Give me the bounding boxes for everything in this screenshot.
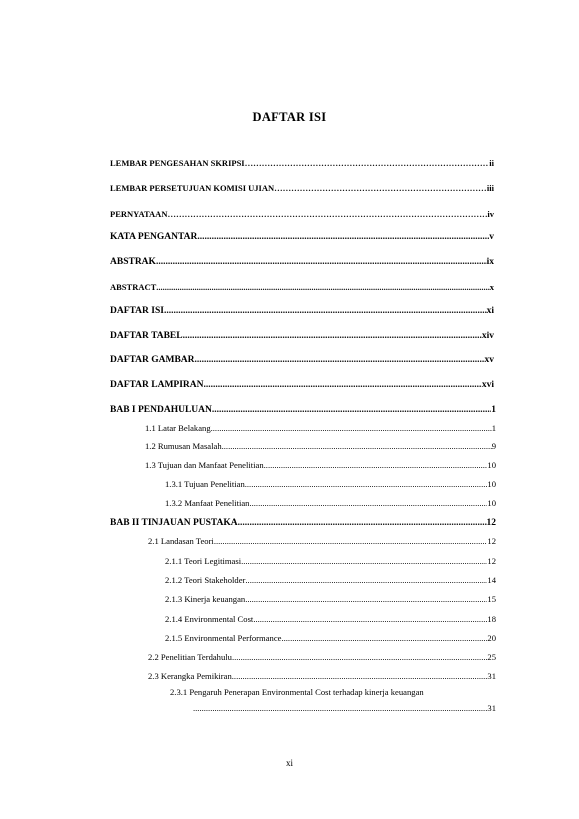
toc-entry-label: ABSTRACT bbox=[110, 282, 157, 292]
toc-entry-label: PERNYATAAN bbox=[110, 209, 168, 219]
toc-entry-label: LEMBAR PERSETUJUAN KOMISI UJIAN bbox=[110, 183, 275, 193]
toc-entry-label: DAFTAR LAMPIRAN bbox=[110, 380, 204, 390]
toc-section bbox=[145, 441, 496, 451]
toc-subsection bbox=[165, 575, 496, 585]
toc-section bbox=[145, 460, 496, 470]
toc-subsection bbox=[193, 703, 496, 713]
toc-entry-page: 12 bbox=[487, 556, 496, 566]
toc-entry-label: 1.3 Tujuan dan Manfaat Penelitian bbox=[145, 460, 264, 470]
toc-section bbox=[148, 536, 496, 546]
toc-entry-label: BAB I PENDAHULUAN bbox=[110, 405, 212, 415]
toc-entry-page: xv bbox=[484, 355, 494, 365]
toc-entry-label: 2.1 Landasan Teori bbox=[148, 536, 214, 546]
toc-entry-label: 2.1.2 Teori Stakeholder bbox=[165, 575, 246, 585]
toc-subsection-label: 2.3.1 Pengaruh Penerapan Environmental Cost terhadap kinerja keuangan bbox=[170, 687, 424, 697]
toc-subsection bbox=[165, 594, 496, 604]
toc-entry-label: DAFTAR TABEL bbox=[110, 331, 183, 341]
toc-section bbox=[148, 671, 496, 681]
toc-entry-page: 20 bbox=[487, 633, 496, 643]
toc-entry-label: DAFTAR ISI bbox=[110, 306, 164, 316]
toc-entry-page: 31 bbox=[487, 671, 496, 681]
toc-entry bbox=[110, 331, 494, 341]
toc-entry-page: 12 bbox=[487, 536, 496, 546]
toc-entry-label: 1.1 Latar Belakang bbox=[145, 423, 211, 433]
toc-entry bbox=[110, 158, 494, 168]
toc-subsection bbox=[165, 556, 496, 566]
toc-chapter bbox=[110, 405, 496, 415]
toc-entry-page: 10 bbox=[487, 479, 496, 489]
toc-entry-page: iv bbox=[487, 209, 494, 219]
toc-entry bbox=[110, 183, 494, 193]
toc-entry-label: 1.3.2 Manfaat Penelitian bbox=[165, 498, 250, 508]
toc-entry-page: xiv bbox=[481, 331, 494, 341]
toc-entry bbox=[110, 380, 494, 390]
toc-entry-label: BAB II TINJAUAN PUSTAKA bbox=[110, 518, 238, 528]
toc-entry-page: iii bbox=[486, 183, 494, 193]
toc-subsection bbox=[165, 633, 496, 643]
toc-entry bbox=[110, 282, 494, 292]
toc-entry-page: 1 bbox=[491, 405, 496, 415]
toc-entry-label: 2.1.5 Environmental Performance bbox=[165, 633, 282, 643]
toc-entry-page: 10 bbox=[487, 498, 496, 508]
toc-entry-page: 10 bbox=[487, 460, 496, 470]
toc-section bbox=[145, 423, 496, 433]
toc-entry-page: 25 bbox=[487, 652, 496, 662]
toc-entry-page: 15 bbox=[487, 594, 496, 604]
toc-entry-page: 14 bbox=[487, 575, 496, 585]
toc-entry-label: 1.2 Rumusan Masalah bbox=[145, 441, 222, 451]
toc-entry bbox=[110, 257, 494, 267]
toc-subsection bbox=[165, 614, 496, 624]
toc-entry-label: KATA PENGANTAR bbox=[110, 232, 198, 242]
toc-entry-page: ix bbox=[486, 257, 494, 267]
toc-entry bbox=[110, 232, 494, 242]
toc-entry-label: 2.3 Kerangka Pemikiran bbox=[148, 671, 232, 681]
toc-entry-label: 2.1.1 Teori Legitimasi bbox=[165, 556, 242, 566]
toc-entry-label: 2.2 Penelitian Terdahulu bbox=[148, 652, 232, 662]
toc-entry-label: 2.1.3 Kinerja keuangan bbox=[165, 594, 246, 604]
toc-entry-label: DAFTAR GAMBAR bbox=[110, 355, 195, 365]
toc-entry-page: 31 bbox=[487, 703, 496, 713]
toc-subsection bbox=[165, 498, 496, 508]
toc-entry-page: xvi bbox=[481, 380, 494, 390]
toc-entry-page: 12 bbox=[486, 518, 496, 528]
toc-entry bbox=[110, 355, 494, 365]
toc-chapter bbox=[110, 518, 496, 528]
toc-entry-page: x bbox=[489, 282, 494, 292]
toc-entry-label: 1.3.1 Tujuan Penelitian bbox=[165, 479, 245, 489]
toc-entry-page: 9 bbox=[491, 441, 496, 451]
toc-title: DAFTAR ISI bbox=[252, 110, 327, 124]
toc-entry-page: v bbox=[489, 232, 494, 242]
toc-entry-page: ii bbox=[489, 158, 494, 168]
toc-entry-label: 2.1.4 Environmental Cost bbox=[165, 614, 254, 624]
toc-entry bbox=[110, 306, 494, 316]
toc-section bbox=[148, 652, 496, 662]
toc-entry bbox=[110, 209, 494, 219]
toc-entry-page: 1 bbox=[491, 423, 496, 433]
toc-entry-page: xi bbox=[486, 306, 494, 316]
toc-entry-label: LEMBAR PENGESAHAN SKRIPSI bbox=[110, 158, 245, 168]
toc-subsection bbox=[165, 479, 496, 489]
toc-entry-label: ABSTRAK bbox=[110, 257, 156, 267]
page-number: xi bbox=[285, 758, 293, 768]
toc-entry-page: 18 bbox=[487, 614, 496, 624]
